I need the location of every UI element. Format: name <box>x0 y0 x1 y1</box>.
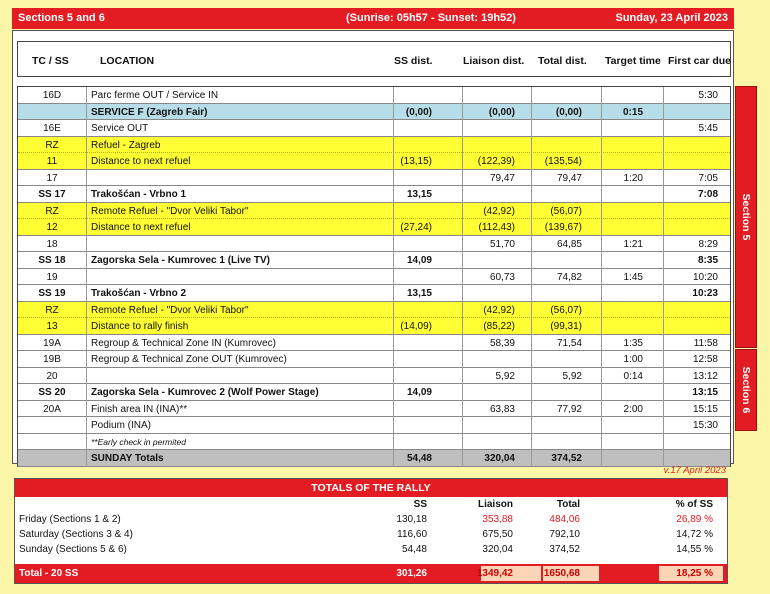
table-row <box>18 153 730 170</box>
cell-tc: SS 19 <box>38 288 66 299</box>
cell-first-car: 10:20 <box>692 271 718 283</box>
version-label: v.17 April 2023 <box>663 465 726 476</box>
table-row <box>18 335 730 352</box>
itinerary-rows <box>17 86 731 467</box>
cell-tc: 13 <box>46 321 58 332</box>
cell-tc: SS 17 <box>38 189 66 200</box>
totals-liaison: 675,50 <box>482 529 513 540</box>
grand-total-label: Total - 20 SS <box>19 568 79 579</box>
totals-pct: 14,72 % <box>676 529 713 540</box>
cell-location: Zagorska Sela - Kumrovec 1 (Live TV) <box>91 255 270 266</box>
cell-total: (139,67) <box>544 222 582 233</box>
cell-location: Service OUT <box>91 123 149 134</box>
cell-total: 77,92 <box>556 403 582 415</box>
cell-location: Distance to next refuel <box>91 156 191 167</box>
cell-total: 74,82 <box>556 271 582 283</box>
table-row <box>18 434 730 451</box>
cell-liaison: 5,92 <box>495 370 515 382</box>
cell-liaison: 320,04 <box>484 453 515 464</box>
table-row <box>18 104 730 121</box>
sections-title: Sections 5 and 6 <box>18 12 105 24</box>
cell-tc: SS 18 <box>38 255 66 266</box>
totals-row <box>15 512 727 527</box>
date: Sunday, 23 April 2023 <box>615 12 728 24</box>
cell-first-car: 15:15 <box>692 403 718 415</box>
cell-tc: 20A <box>43 403 61 415</box>
column-divider <box>462 87 463 467</box>
cell-tc: 11 <box>46 156 58 167</box>
cell-first-car: 8:35 <box>697 255 718 266</box>
cell-liaison: (42,92) <box>483 205 515 217</box>
cell-liaison: 79,47 <box>489 172 515 184</box>
cell-total: (135,54) <box>544 156 582 167</box>
table-row <box>18 417 730 434</box>
column-divider <box>663 87 664 467</box>
table-row <box>18 137 730 154</box>
cell-location: Zagorska Sela - Kumrovec 2 (Wolf Power Stage) <box>91 387 319 398</box>
totals-col-total: Total <box>556 499 580 510</box>
cell-ss: 13,15 <box>406 189 432 200</box>
totals-ss: 54,48 <box>401 544 427 555</box>
cell-tc: 19A <box>43 337 61 349</box>
column-divider <box>531 87 532 467</box>
col-tc: TC / SS <box>32 55 69 67</box>
cell-ss: (0,00) <box>405 106 432 118</box>
totals-liaison: 320,04 <box>482 544 513 555</box>
cell-ss: (13,15) <box>400 156 432 167</box>
totals-liaison: 353,88 <box>482 514 513 525</box>
cell-tc: SS 20 <box>38 387 66 398</box>
table-row <box>18 170 730 187</box>
cell-first-car: 11:58 <box>693 337 718 349</box>
totals-col-pct: % of SS <box>675 499 713 510</box>
col-target: Target time <box>605 55 661 67</box>
table-row <box>18 252 730 269</box>
table-row <box>18 236 730 253</box>
grand-total-liaison: 1349,42 <box>476 568 513 579</box>
cell-total: (56,07) <box>550 304 582 316</box>
cell-location: Distance to next refuel <box>91 222 191 233</box>
cell-target: 0:14 <box>623 370 643 382</box>
table-row <box>18 120 730 137</box>
cell-ss: 54,48 <box>406 453 432 464</box>
cell-target: 1:21 <box>623 238 643 250</box>
cell-location: Regroup & Technical Zone IN (Kumrovec) <box>91 337 276 349</box>
cell-liaison: 63,83 <box>489 403 515 415</box>
cell-location: Remote Refuel - "Dvor Veliki Tabor" <box>91 304 249 316</box>
totals-pct: 14,55 % <box>676 544 713 555</box>
col-total: Total dist. <box>538 55 587 67</box>
cell-first-car: 8:29 <box>698 238 718 250</box>
title-bar <box>12 8 734 29</box>
cell-ss: 13,15 <box>406 288 432 299</box>
table-row <box>18 219 730 236</box>
column-header <box>17 41 731 77</box>
cell-total: 64,85 <box>556 238 582 250</box>
cell-tc: 18 <box>46 238 58 250</box>
cell-liaison: (85,22) <box>483 321 515 332</box>
cell-total: (0,00) <box>555 106 582 118</box>
table-row <box>18 351 730 368</box>
cell-location: Regroup & Technical Zone OUT (Kumrovec) <box>91 354 287 365</box>
grand-total-ss: 301,26 <box>396 568 427 579</box>
table-row <box>18 302 730 319</box>
cell-ss: 14,09 <box>406 387 432 398</box>
col-location: LOCATION <box>100 55 155 67</box>
cell-total: (56,07) <box>550 205 582 217</box>
table-row <box>18 269 730 286</box>
section-6-tab: Section 6 <box>735 349 757 431</box>
totals-header-row <box>15 497 727 512</box>
cell-first-car: 7:08 <box>697 189 718 200</box>
cell-first-car: 5:45 <box>698 123 718 134</box>
cell-liaison: (0,00) <box>488 106 515 118</box>
cell-liaison: (42,92) <box>483 304 515 316</box>
cell-location: Distance to rally finish <box>91 321 189 332</box>
cell-location: Trakošćan - Vrbno 1 <box>91 189 187 200</box>
totals-ss: 130,18 <box>396 514 427 525</box>
cell-location: Podium (INA) <box>91 420 152 431</box>
table-row <box>18 368 730 385</box>
col-liaison: Liaison dist. <box>463 55 525 67</box>
grand-total-total: 1650,68 <box>543 568 580 579</box>
totals-label: Friday (Sections 1 & 2) <box>19 514 121 525</box>
totals-grand-row <box>15 564 727 583</box>
table-row <box>18 384 730 401</box>
cell-tc: 16E <box>43 123 61 134</box>
table-row <box>18 318 730 335</box>
cell-location: Parc ferme OUT / Service IN <box>91 90 219 101</box>
cell-location: Refuel - Zagreb <box>91 139 161 151</box>
cell-tc: RZ <box>45 139 59 151</box>
cell-tc: 19B <box>43 354 61 365</box>
cell-location: Finish area IN (INA)** <box>91 403 188 415</box>
cell-ss: (27,24) <box>400 222 432 233</box>
totals-row <box>15 542 727 557</box>
cell-total: 5,92 <box>562 370 582 382</box>
cell-first-car: 15:30 <box>692 420 718 431</box>
cell-target: 1:45 <box>623 271 643 283</box>
cell-tc: 12 <box>46 222 58 233</box>
cell-total: 79,47 <box>556 172 582 184</box>
cell-total: 374,52 <box>551 453 582 464</box>
cell-tc: 19 <box>46 271 58 283</box>
totals-ss: 116,60 <box>397 529 427 540</box>
grand-total-pct: 18,25 % <box>676 568 713 579</box>
totals-pct: 26,89 % <box>676 514 713 525</box>
cell-tc: RZ <box>45 304 59 316</box>
cell-location: SERVICE F (Zagreb Fair) <box>91 106 208 118</box>
table-row <box>18 450 730 467</box>
cell-ss: (14,09) <box>400 321 432 332</box>
cell-target: 1:20 <box>623 172 643 184</box>
table-row <box>18 186 730 203</box>
col-ss: SS dist. <box>394 55 433 67</box>
cell-first-car: 13:12 <box>692 370 718 382</box>
cell-tc: 16D <box>42 90 62 101</box>
cell-liaison: 58,39 <box>489 337 515 349</box>
table-row <box>18 401 730 418</box>
cell-target: 2:00 <box>623 403 643 415</box>
totals-title: TOTALS OF THE RALLY <box>15 479 727 497</box>
table-row <box>18 203 730 220</box>
cell-liaison: (122,39) <box>477 156 515 167</box>
cell-first-car: 5:30 <box>698 90 718 101</box>
totals-label: Saturday (Sections 3 & 4) <box>19 529 133 540</box>
sun-times: (Sunrise: 05h57 - Sunset: 19h52) <box>346 12 516 24</box>
cell-target: 0:15 <box>622 106 643 118</box>
cell-target: 1:35 <box>623 337 643 349</box>
cell-total: 71,54 <box>556 337 582 349</box>
rally-totals-table <box>14 478 728 584</box>
cell-ss: 14,09 <box>406 255 432 266</box>
totals-total: 374,52 <box>549 544 580 555</box>
cell-liaison: 51,70 <box>489 238 515 250</box>
totals-total: 484,06 <box>549 514 580 525</box>
cell-location: Remote Refuel - "Dvor Veliki Tabor" <box>91 205 249 217</box>
column-divider <box>393 87 394 467</box>
cell-tc: RZ <box>45 205 59 217</box>
totals-col-ss: SS <box>413 499 427 510</box>
cell-location: SUNDAY Totals <box>91 453 164 464</box>
cell-tc: 17 <box>46 172 58 184</box>
cell-first-car: 7:05 <box>698 172 718 184</box>
table-row <box>18 285 730 302</box>
cell-liaison: (112,43) <box>478 222 515 233</box>
totals-total: 792,10 <box>549 529 580 540</box>
itinerary-table <box>12 30 734 464</box>
section-5-tab: Section 5 <box>735 86 757 348</box>
totals-label: Sunday (Sections 5 & 6) <box>19 544 127 555</box>
totals-row <box>15 527 727 542</box>
column-divider <box>601 87 602 467</box>
column-divider <box>86 87 87 467</box>
cell-tc: 20 <box>46 370 58 382</box>
cell-target: 1:00 <box>623 354 643 365</box>
cell-first-car: 13:15 <box>692 387 718 398</box>
cell-location: Trakošćan - Vrbno 2 <box>91 288 187 299</box>
cell-location: **Early check in permited <box>91 436 186 447</box>
cell-first-car: 10:23 <box>692 288 718 299</box>
totals-col-liaison: Liaison <box>477 499 513 510</box>
cell-total: (99,31) <box>550 321 582 332</box>
cell-first-car: 12:58 <box>692 354 718 365</box>
table-row <box>18 87 730 104</box>
cell-liaison: 60,73 <box>489 271 515 283</box>
col-first-car: First car due <box>668 55 732 67</box>
